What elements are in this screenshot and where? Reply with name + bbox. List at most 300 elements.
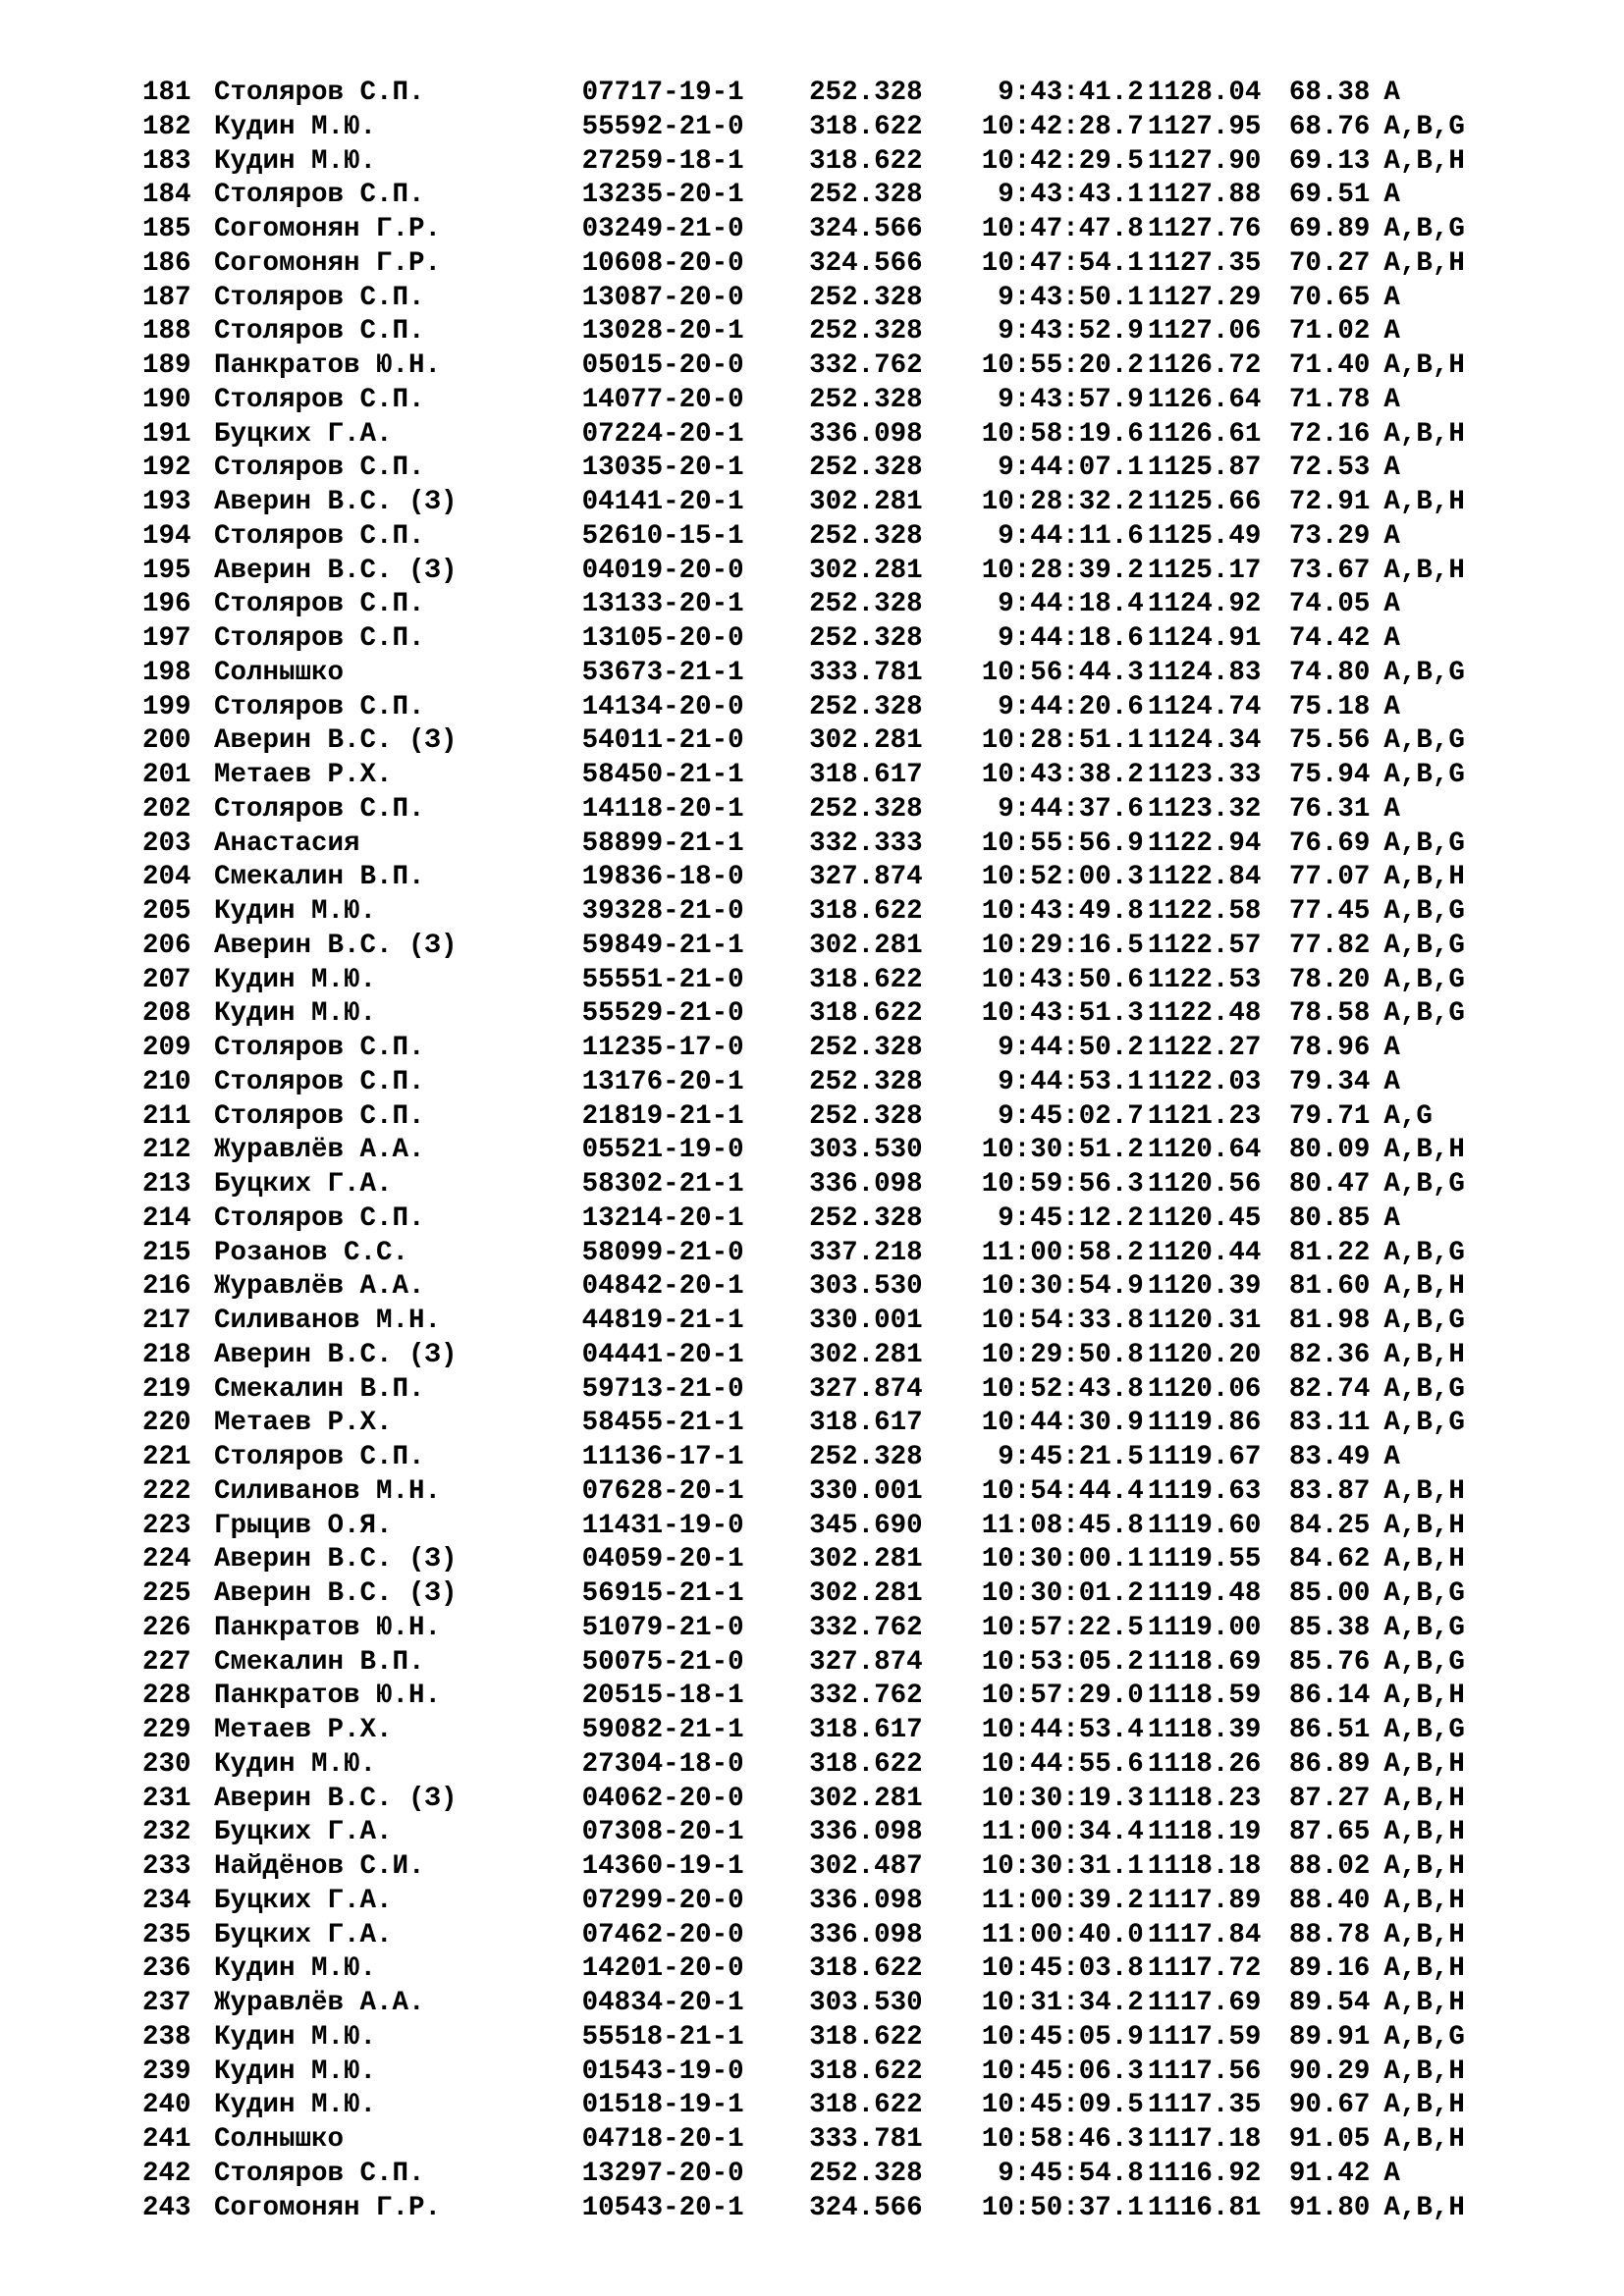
points: 70.27 (1288, 247, 1371, 279)
points: 75.94 (1288, 760, 1371, 790)
points: 85.38 (1288, 1612, 1371, 1643)
fancier-name: Кудин М.Ю. (213, 998, 376, 1030)
distance: 324.566 (809, 2192, 923, 2223)
points: 71.78 (1288, 384, 1371, 415)
speed: 1118.69 (1147, 1646, 1262, 1678)
points: 80.47 (1288, 1169, 1371, 1200)
points: 86.51 (1288, 1715, 1371, 1745)
speed: 1121.23 (1147, 1100, 1262, 1132)
ring-number: 04718-20-1 (581, 2124, 744, 2155)
categories: A (1383, 453, 1400, 484)
categories: A,B,G (1383, 2021, 1465, 2053)
speed: 1120.56 (1147, 1169, 1262, 1200)
distance: 336.098 (809, 1919, 923, 1950)
ring-number: 07462-20-0 (581, 1919, 744, 1950)
fancier-name: Кудин М.Ю. (213, 2090, 376, 2121)
fancier-name: Столяров С.П. (213, 1100, 425, 1132)
fancier-name: Аверин В.С. (З) (213, 930, 458, 961)
row-number: 215 (142, 1237, 191, 1268)
categories: A,B,H (1383, 1817, 1465, 1848)
table-row (142, 1680, 1537, 1714)
categories: A,B,H (1383, 1851, 1465, 1882)
categories: A,B,H (1383, 1544, 1465, 1575)
ring-number: 58450-21-1 (581, 760, 744, 790)
arrival-time: 10:45:05.9 (981, 2021, 1144, 2053)
row-number: 210 (142, 1066, 191, 1097)
row-number: 243 (142, 2192, 191, 2223)
speed: 1127.88 (1147, 180, 1262, 211)
ring-number: 13235-20-1 (581, 180, 744, 211)
row-number: 205 (142, 896, 191, 927)
ring-number: 20515-18-1 (581, 1681, 744, 1712)
arrival-time: 9:45:21.5 (998, 1442, 1144, 1472)
row-number: 227 (142, 1646, 191, 1678)
table-row (142, 1714, 1537, 1748)
table-row (142, 793, 1537, 828)
arrival-time: 10:43:50.6 (981, 964, 1144, 995)
fancier-name: Журавлёв А.А. (213, 1135, 425, 1166)
speed: 1127.29 (1147, 282, 1262, 313)
points: 68.38 (1288, 78, 1371, 108)
table-row (142, 1783, 1537, 1817)
fancier-name: Анастасия (213, 828, 360, 859)
row-number: 223 (142, 1510, 191, 1541)
fancier-name: Столяров С.П. (213, 589, 425, 620)
speed: 1122.84 (1147, 862, 1262, 893)
fancier-name: Буцких Г.А. (213, 1885, 393, 1916)
ring-number: 01543-19-0 (581, 2056, 744, 2087)
points: 88.40 (1288, 1885, 1371, 1916)
row-number: 211 (142, 1100, 191, 1132)
arrival-time: 11:00:58.2 (981, 1237, 1144, 1268)
arrival-time: 9:43:57.9 (998, 384, 1144, 415)
speed: 1128.04 (1147, 78, 1262, 108)
row-number: 229 (142, 1715, 191, 1745)
categories: A,B,G (1383, 1408, 1465, 1439)
table-row (142, 691, 1537, 725)
distance: 318.622 (809, 145, 923, 177)
speed: 1124.92 (1147, 589, 1262, 620)
row-number: 225 (142, 1578, 191, 1609)
row-number: 235 (142, 1919, 191, 1950)
ring-number: 44819-21-1 (581, 1306, 744, 1336)
points: 69.89 (1288, 214, 1371, 244)
speed: 1119.86 (1147, 1408, 1262, 1439)
categories: A (1383, 520, 1400, 552)
arrival-time: 10:44:30.9 (981, 1408, 1144, 1439)
categories: A (1383, 793, 1400, 825)
ring-number: 05015-20-0 (581, 350, 744, 381)
fancier-name: Кудин М.Ю. (213, 111, 376, 142)
categories: A (1383, 1066, 1400, 1097)
categories: A,B,G (1383, 725, 1465, 757)
arrival-time: 10:55:56.9 (981, 828, 1144, 859)
arrival-time: 9:45:12.2 (998, 1202, 1144, 1234)
points: 77.82 (1288, 930, 1371, 961)
speed: 1120.06 (1147, 1373, 1262, 1405)
fancier-name: Столяров С.П. (213, 282, 425, 313)
points: 89.54 (1288, 1988, 1371, 2018)
ring-number: 59082-21-1 (581, 1715, 744, 1745)
speed: 1120.20 (1147, 1339, 1262, 1370)
row-number: 217 (142, 1306, 191, 1336)
table-row (142, 657, 1537, 691)
distance: 324.566 (809, 247, 923, 279)
categories: A,B,G (1383, 760, 1465, 790)
table-row (142, 1168, 1537, 1202)
categories: A,B,H (1383, 1988, 1465, 2018)
row-number: 183 (142, 145, 191, 177)
arrival-time: 9:44:18.4 (998, 589, 1144, 620)
row-number: 195 (142, 555, 191, 586)
fancier-name: Кудин М.Ю. (213, 2021, 376, 2053)
ring-number: 07717-19-1 (581, 78, 744, 108)
distance: 333.781 (809, 657, 923, 688)
distance: 302.281 (809, 725, 923, 757)
categories: A (1383, 384, 1400, 415)
arrival-time: 10:42:28.7 (981, 111, 1144, 142)
fancier-name: Буцких Г.А. (213, 418, 393, 450)
points: 82.36 (1288, 1339, 1371, 1370)
arrival-time: 10:45:03.8 (981, 1953, 1144, 1985)
fancier-name: Смекалин В.П. (213, 1373, 425, 1405)
points: 84.25 (1288, 1510, 1371, 1541)
points: 85.00 (1288, 1578, 1371, 1609)
ring-number: 58899-21-1 (581, 828, 744, 859)
row-number: 196 (142, 589, 191, 620)
arrival-time: 10:43:51.3 (981, 998, 1144, 1030)
arrival-time: 10:54:33.8 (981, 1306, 1144, 1336)
fancier-name: Аверин В.С. (З) (213, 487, 458, 517)
points: 88.78 (1288, 1919, 1371, 1950)
fancier-name: Розанов С.С. (213, 1237, 409, 1268)
categories: A,B,G (1383, 930, 1465, 961)
ring-number: 54011-21-0 (581, 725, 744, 757)
speed: 1120.31 (1147, 1306, 1262, 1336)
points: 86.89 (1288, 1748, 1371, 1780)
distance: 252.328 (809, 453, 923, 484)
distance: 330.001 (809, 1306, 923, 1336)
row-number: 222 (142, 1475, 191, 1507)
arrival-time: 10:58:19.6 (981, 418, 1144, 450)
points: 88.02 (1288, 1851, 1371, 1882)
ring-number: 53673-21-1 (581, 657, 744, 688)
distance: 302.281 (809, 1339, 923, 1370)
table-row (142, 1510, 1537, 1544)
points: 91.80 (1288, 2192, 1371, 2223)
speed: 1122.48 (1147, 998, 1262, 1030)
arrival-time: 9:44:53.1 (998, 1066, 1144, 1097)
distance: 327.874 (809, 1373, 923, 1405)
ring-number: 04019-20-0 (581, 555, 744, 586)
table-row (142, 2056, 1537, 2090)
categories: A,B,H (1383, 2090, 1465, 2121)
fancier-name: Журавлёв А.А. (213, 1271, 425, 1303)
categories: A (1383, 78, 1400, 108)
distance: 302.281 (809, 1783, 923, 1814)
points: 76.69 (1288, 828, 1371, 859)
table-row (142, 1646, 1537, 1681)
table-row (142, 964, 1537, 998)
fancier-name: Столяров С.П. (213, 1202, 425, 1234)
table-row (142, 2089, 1537, 2123)
categories: A,B,H (1383, 2124, 1465, 2155)
table-row (142, 1850, 1537, 1885)
ring-number: 13105-20-0 (581, 623, 744, 654)
row-number: 242 (142, 2158, 191, 2189)
points: 76.31 (1288, 793, 1371, 825)
categories: A,B,G (1383, 896, 1465, 927)
categories: A,B,G (1383, 1169, 1465, 1200)
arrival-time: 9:44:11.6 (998, 520, 1144, 552)
speed: 1122.03 (1147, 1066, 1262, 1097)
ring-number: 14134-20-0 (581, 691, 744, 722)
points: 78.58 (1288, 998, 1371, 1030)
arrival-time: 10:57:22.5 (981, 1612, 1144, 1643)
fancier-name: Смекалин В.П. (213, 1646, 425, 1678)
categories: A,B,H (1383, 1783, 1465, 1814)
distance: 345.690 (809, 1510, 923, 1541)
row-number: 190 (142, 384, 191, 415)
points: 70.65 (1288, 282, 1371, 313)
categories: A,G (1383, 1100, 1433, 1132)
table-row (142, 213, 1537, 247)
speed: 1124.91 (1147, 623, 1262, 654)
table-row (142, 759, 1537, 793)
points: 81.60 (1288, 1271, 1371, 1303)
table-row (142, 520, 1537, 555)
points: 73.67 (1288, 555, 1371, 586)
distance: 252.328 (809, 2158, 923, 2189)
categories: A,B,G (1383, 111, 1465, 142)
speed: 1123.32 (1147, 793, 1262, 825)
distance: 318.622 (809, 896, 923, 927)
ring-number: 13087-20-0 (581, 282, 744, 313)
row-number: 201 (142, 760, 191, 790)
points: 79.34 (1288, 1066, 1371, 1097)
fancier-name: Найдёнов С.И. (213, 1851, 425, 1882)
points: 90.67 (1288, 2090, 1371, 2121)
ring-number: 14118-20-1 (581, 793, 744, 825)
row-number: 191 (142, 418, 191, 450)
fancier-name: Грыцив О.Я. (213, 1510, 393, 1541)
distance: 318.622 (809, 2090, 923, 2121)
table-row (142, 1032, 1537, 1066)
points: 83.49 (1288, 1442, 1371, 1472)
arrival-time: 9:43:52.9 (998, 316, 1144, 347)
row-number: 181 (142, 78, 191, 108)
row-number: 192 (142, 453, 191, 484)
table-row (142, 1100, 1537, 1135)
distance: 252.328 (809, 589, 923, 620)
ring-number: 11136-17-1 (581, 1442, 744, 1472)
fancier-name: Столяров С.П. (213, 1033, 425, 1063)
points: 91.05 (1288, 2124, 1371, 2155)
speed: 1127.95 (1147, 111, 1262, 142)
points: 83.11 (1288, 1408, 1371, 1439)
arrival-time: 10:55:20.2 (981, 350, 1144, 381)
ring-number: 13035-20-1 (581, 453, 744, 484)
points: 74.80 (1288, 657, 1371, 688)
speed: 1124.74 (1147, 691, 1262, 722)
distance: 318.617 (809, 1408, 923, 1439)
speed: 1124.34 (1147, 725, 1262, 757)
ring-number: 27304-18-0 (581, 1748, 744, 1780)
fancier-name: Кудин М.Ю. (213, 1748, 376, 1780)
points: 77.07 (1288, 862, 1371, 893)
row-number: 206 (142, 930, 191, 961)
distance: 336.098 (809, 418, 923, 450)
categories: A,B,H (1383, 1475, 1465, 1507)
ring-number: 58455-21-1 (581, 1408, 744, 1439)
categories: A,B,G (1383, 1306, 1465, 1336)
fancier-name: Журавлёв А.А. (213, 1988, 425, 2018)
speed: 1127.76 (1147, 214, 1262, 244)
categories: A,B,H (1383, 145, 1465, 177)
row-number: 213 (142, 1169, 191, 1200)
ring-number: 13133-20-1 (581, 589, 744, 620)
points: 73.29 (1288, 520, 1371, 552)
ring-number: 21819-21-1 (581, 1100, 744, 1132)
table-row (142, 1066, 1537, 1100)
categories: A,B,H (1383, 350, 1465, 381)
arrival-time: 10:52:00.3 (981, 862, 1144, 893)
distance: 318.622 (809, 2056, 923, 2087)
points: 72.53 (1288, 453, 1371, 484)
row-number: 204 (142, 862, 191, 893)
categories: A,B,G (1383, 964, 1465, 995)
categories: A,B,G (1383, 1373, 1465, 1405)
points: 78.96 (1288, 1033, 1371, 1063)
fancier-name: Аверин В.С. (З) (213, 1339, 458, 1370)
categories: A (1383, 282, 1400, 313)
categories: A,B,H (1383, 1510, 1465, 1541)
row-number: 207 (142, 964, 191, 995)
ring-number: 13214-20-1 (581, 1202, 744, 1234)
ring-number: 55518-21-1 (581, 2021, 744, 2053)
ring-number: 58302-21-1 (581, 1169, 744, 1200)
table-row (142, 622, 1537, 657)
points: 69.13 (1288, 145, 1371, 177)
arrival-time: 10:43:49.8 (981, 896, 1144, 927)
categories: A,B,H (1383, 1919, 1465, 1950)
arrival-time: 10:58:46.3 (981, 2124, 1144, 2155)
arrival-time: 10:44:53.4 (981, 1715, 1144, 1745)
speed: 1120.64 (1147, 1135, 1262, 1166)
arrival-time: 9:44:50.2 (998, 1033, 1144, 1063)
points: 86.14 (1288, 1681, 1371, 1712)
ring-number: 11431-19-0 (581, 1510, 744, 1541)
table-row (142, 1339, 1537, 1373)
table-row (142, 1748, 1537, 1783)
arrival-time: 10:28:32.2 (981, 487, 1144, 517)
distance: 318.622 (809, 998, 923, 1030)
distance: 324.566 (809, 214, 923, 244)
distance: 302.281 (809, 1578, 923, 1609)
arrival-time: 10:54:44.4 (981, 1475, 1144, 1507)
arrival-time: 10:45:09.5 (981, 2090, 1144, 2121)
table-row (142, 1134, 1537, 1168)
ring-number: 14360-19-1 (581, 1851, 744, 1882)
ring-number: 01518-19-1 (581, 2090, 744, 2121)
fancier-name: Аверин В.С. (З) (213, 725, 458, 757)
fancier-name: Метаев Р.Х. (213, 760, 393, 790)
speed: 1120.39 (1147, 1271, 1262, 1303)
ring-number: 07628-20-1 (581, 1475, 744, 1507)
ring-number: 56915-21-1 (581, 1578, 744, 1609)
arrival-time: 9:44:07.1 (998, 453, 1144, 484)
ring-number: 04441-20-1 (581, 1339, 744, 1370)
categories: A,B,G (1383, 998, 1465, 1030)
arrival-time: 11:00:34.4 (981, 1817, 1144, 1848)
ring-number: 10608-20-0 (581, 247, 744, 279)
row-number: 237 (142, 1988, 191, 2018)
speed: 1127.35 (1147, 247, 1262, 279)
row-number: 189 (142, 350, 191, 381)
table-row (142, 724, 1537, 759)
points: 75.18 (1288, 691, 1371, 722)
speed: 1117.72 (1147, 1953, 1262, 1985)
row-number: 226 (142, 1612, 191, 1643)
speed: 1117.59 (1147, 2021, 1262, 2053)
arrival-time: 10:57:29.0 (981, 1681, 1144, 1712)
table-row (142, 1441, 1537, 1475)
table-row (142, 2021, 1537, 2056)
arrival-time: 9:43:50.1 (998, 282, 1144, 313)
table-row (142, 349, 1537, 384)
fancier-name: Кудин М.Ю. (213, 1953, 376, 1985)
table-row (142, 1816, 1537, 1850)
fancier-name: Кудин М.Ю. (213, 145, 376, 177)
categories: A,B,G (1383, 828, 1465, 859)
points: 79.71 (1288, 1100, 1371, 1132)
distance: 332.762 (809, 1612, 923, 1643)
distance: 302.281 (809, 487, 923, 517)
row-number: 236 (142, 1953, 191, 1985)
ring-number: 04842-20-1 (581, 1271, 744, 1303)
points: 68.76 (1288, 111, 1371, 142)
ring-number: 04059-20-1 (581, 1544, 744, 1575)
table-row (142, 452, 1537, 486)
points: 80.09 (1288, 1135, 1371, 1166)
row-number: 203 (142, 828, 191, 859)
points: 87.65 (1288, 1817, 1371, 1848)
speed: 1118.18 (1147, 1851, 1262, 1882)
table-row (142, 997, 1537, 1032)
results-table (142, 77, 1537, 2225)
row-number: 182 (142, 111, 191, 142)
distance: 303.530 (809, 1271, 923, 1303)
arrival-time: 10:50:37.1 (981, 2192, 1144, 2223)
categories: A,B,H (1383, 862, 1465, 893)
categories: A,B,G (1383, 657, 1465, 688)
fancier-name: Столяров С.П. (213, 793, 425, 825)
categories: A (1383, 1033, 1400, 1063)
speed: 1122.94 (1147, 828, 1262, 859)
speed: 1117.84 (1147, 1919, 1262, 1950)
row-number: 218 (142, 1339, 191, 1370)
ring-number: 07224-20-1 (581, 418, 744, 450)
fancier-name: Буцких Г.А. (213, 1169, 393, 1200)
ring-number: 58099-21-0 (581, 1237, 744, 1268)
arrival-time: 9:43:41.2 (998, 78, 1144, 108)
arrival-time: 10:28:39.2 (981, 555, 1144, 586)
table-row (142, 1305, 1537, 1339)
fancier-name: Панкратов Ю.Н. (213, 1612, 442, 1643)
speed: 1122.58 (1147, 896, 1262, 927)
arrival-time: 10:56:44.3 (981, 657, 1144, 688)
table-row (142, 2192, 1537, 2226)
